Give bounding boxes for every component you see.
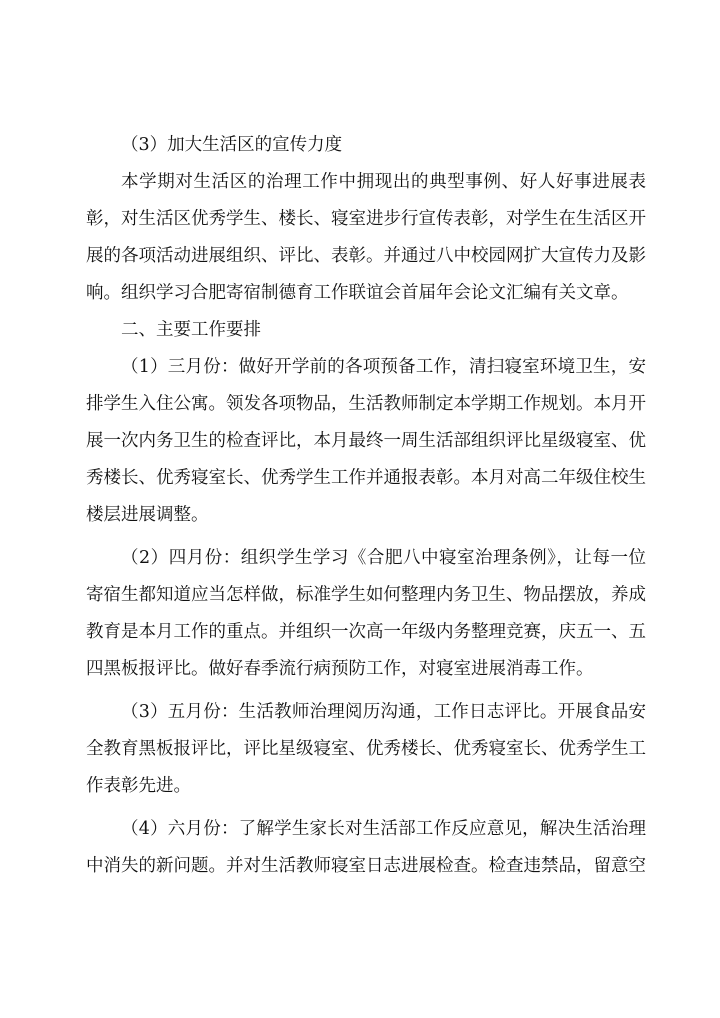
heading-publicity: （3）加大生活区的宣传力度 [121, 135, 343, 155]
document-body [86, 127, 646, 885]
paragraph-april: （2）四月份：组织学生学习《合肥八中寝室治理条例》，让每一位寄宿生都知道应当怎样做，标准学生如何整理内务卫生、物品摆放，养成教育是本月工作的重点。并组织一次高一年级内务整理竞赛，庆五一、五四黑板报评比。做好春季流行病预防工作，对寝室进展消毒工作。 [86, 548, 646, 679]
paragraph-publicity: 本学期对生活区的治理工作中拥现出的典型事例、好人好事进展表彰，对生活区优秀学生、楼长、寝室进步行宣传表彰，对学生在生活区开展的各项活动进展组织、评比、表彰。并通过八中校园网扩大宣传力及影响。组织学习合肥寄宿制德育工作联谊会首届年会论文汇编有关文章。 [86, 172, 646, 303]
paragraph-march: （1）三月份：做好开学前的各项预备工作，清扫寝室环境卫生，安排学生入住公寓。领发各项物品，生活教师制定本学期工作规划。本月开展一次内务卫生的检查评比，本月最终一周生活部组织评比星级寝室、优秀楼长、优秀寝室长、优秀学生工作并通报表彰。本月对高二年级住校生楼层进展调整。 [86, 357, 646, 525]
paragraph-june: （4）六月份：了解学生家长对生活部工作反应意见，解决生活治理中消失的新问题。并对生活教师寝室日志进展检查。检查违禁品，留意空 [86, 819, 646, 876]
paragraph-may: （3）五月份：生活教师治理阅历沟通，工作日志评比。开展食品安全教育黑板报评比，评比星级寝室、优秀楼长、优秀寝室长、优秀学生工作表彰先进。 [86, 702, 646, 796]
heading-section-two: 二、主要工作要排 [121, 320, 261, 340]
